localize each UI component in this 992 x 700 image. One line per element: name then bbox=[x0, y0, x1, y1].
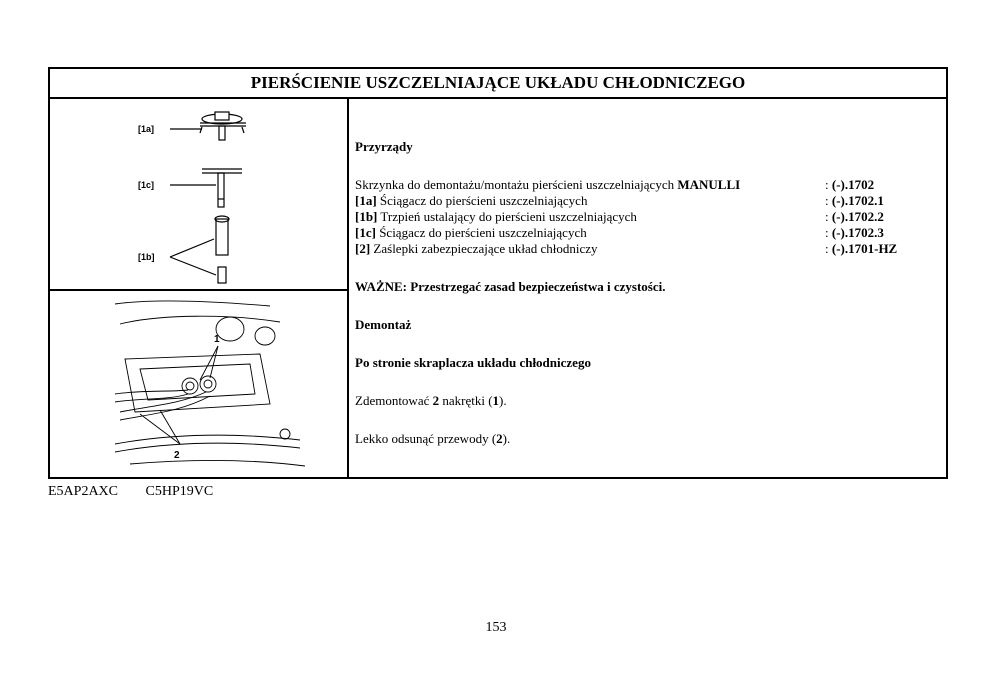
tool-row-4: [2] Zaślepki zabezpieczające układ chłodniczy : (-).1701-HZ bbox=[355, 241, 898, 256]
column-divider bbox=[347, 97, 349, 477]
tools-illustration bbox=[130, 107, 290, 287]
document-codes bbox=[48, 484, 237, 500]
tool-row-3: [1c] Ściągacz do pierścieni uszczelniających : (-).1702.3 bbox=[355, 225, 884, 240]
tools-heading: Przyrządy bbox=[355, 139, 413, 154]
tool-row-0: Skrzynka do demontażu/montażu pierścieni uszczelniających MANULLI : (-).1702 bbox=[355, 177, 875, 192]
tool-row-1: [1a] Ściągacz do pierścieni uszczelniających : (-).1702.1 bbox=[355, 193, 884, 208]
step-1: Zdemontować 2 nakrętki (1). bbox=[355, 393, 507, 408]
page-number: 153 bbox=[485, 620, 507, 635]
callout-1: 1 bbox=[214, 334, 220, 345]
condenser-illustration bbox=[110, 294, 310, 474]
label-1a: [1a] bbox=[138, 124, 155, 134]
doc-code-2: C5HP19VC bbox=[145, 484, 214, 499]
label-1b: [1b] bbox=[138, 252, 155, 262]
important-note: WAŻNE: Przestrzegać zasad bezpieczeństwa i czystości. bbox=[355, 279, 666, 294]
removal-heading: Demontaż bbox=[355, 317, 412, 332]
doc-code-1: E5AP2AXC bbox=[48, 484, 119, 499]
tool-row-2: [1b] Trzpień ustalający do pierścieni uszczelniających : (-).1702.2 bbox=[355, 209, 884, 224]
figure-divider bbox=[50, 289, 347, 291]
callout-2: 2 bbox=[174, 450, 180, 461]
instructions bbox=[355, 139, 945, 447]
procedure-frame bbox=[48, 67, 948, 479]
step-2: Lekko odsunąć przewody (2). bbox=[355, 431, 511, 446]
label-1c: [1c] bbox=[138, 180, 155, 190]
condenser-heading: Po stronie skraplacza układu chłodniczego bbox=[355, 355, 591, 370]
page-title: PIERŚCIENIE USZCZELNIAJĄCE UKŁADU CHŁODNICZEGO bbox=[50, 69, 946, 99]
